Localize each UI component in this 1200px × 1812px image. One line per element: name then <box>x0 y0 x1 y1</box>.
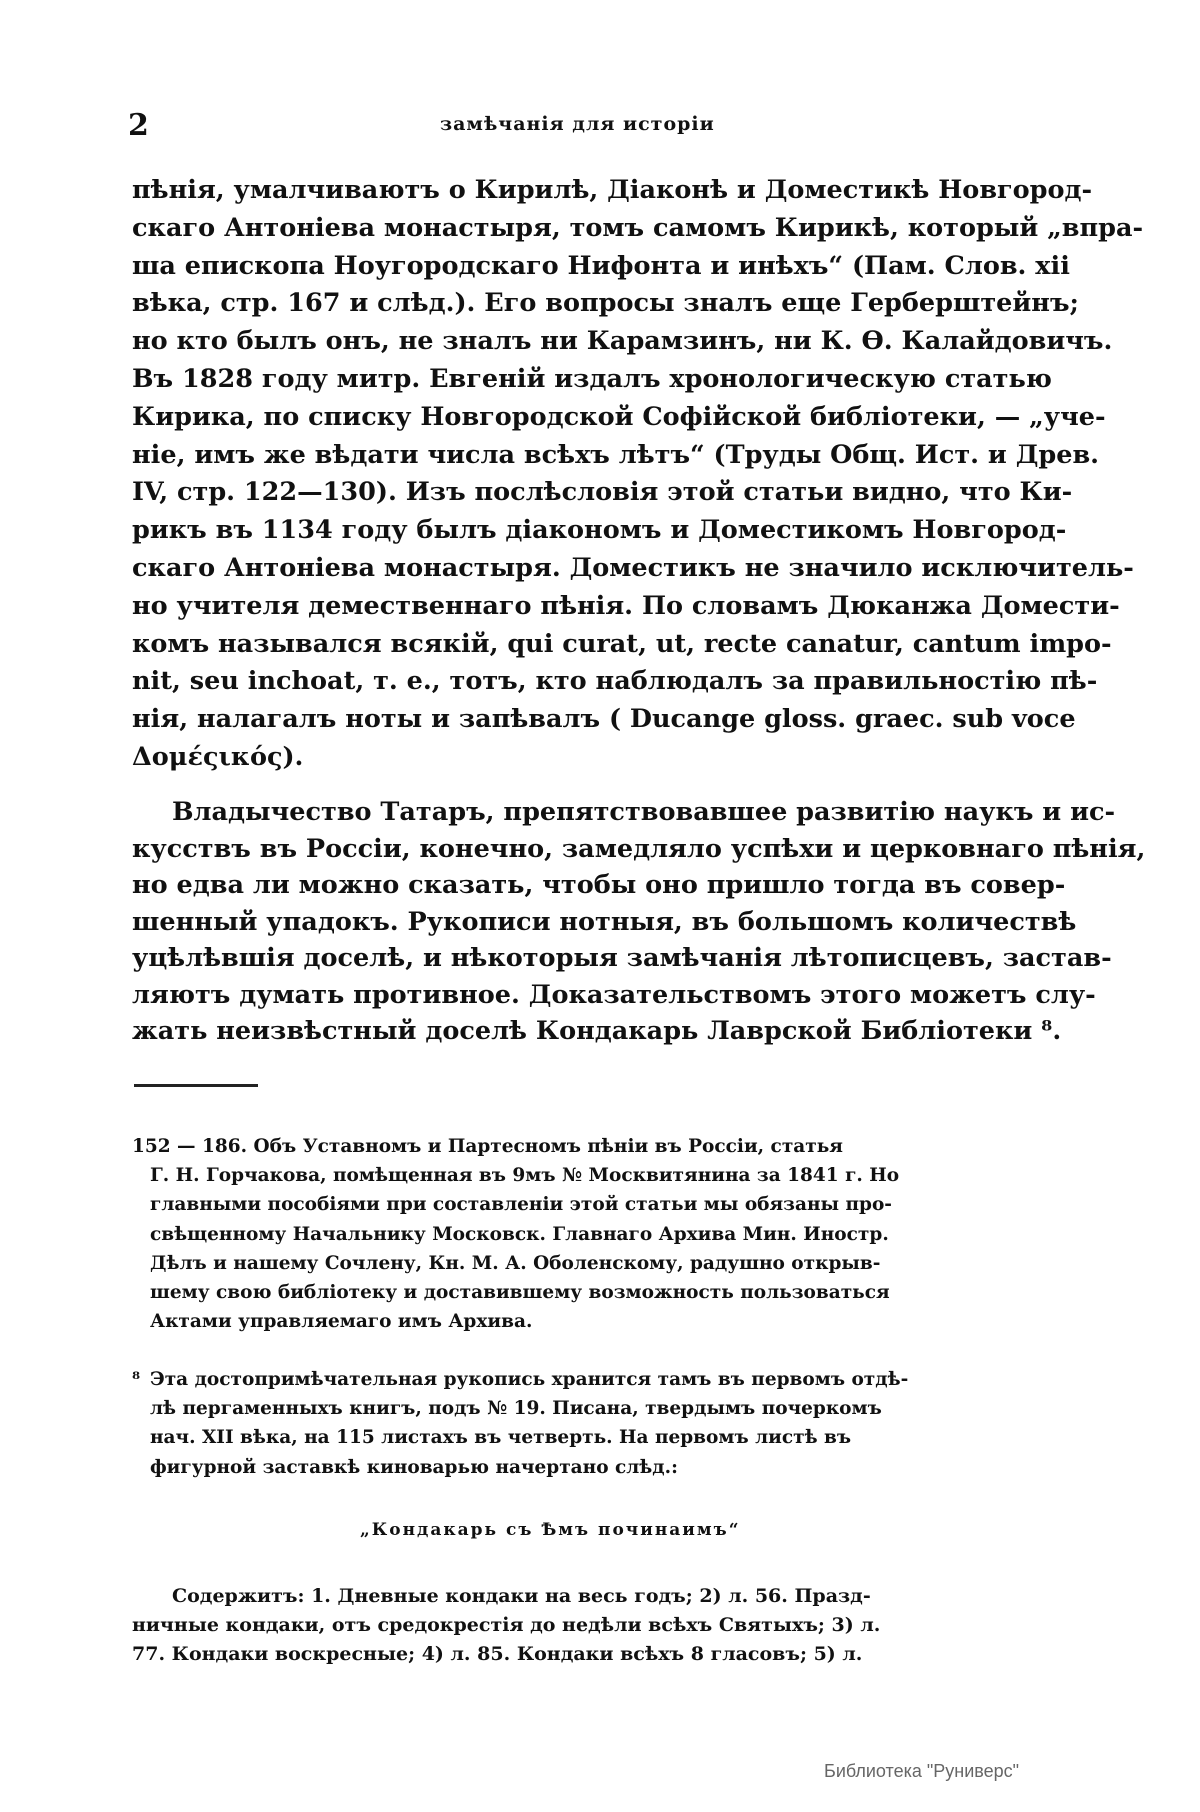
text-line: Кирика, по списку Новгородской Софійской библіотеки, — „уче- <box>132 401 1106 432</box>
text-line: комъ назывался всякій, qui curat, ut, recte canatur, cantum impo- <box>132 628 1112 659</box>
contents-line: ничные кондаки, отъ средокрестія до недѣли всѣхъ Святыхъ; 3) л. <box>132 1614 881 1636</box>
footnote-line: ⁸ Эта достопримѣчательная рукопись хранится тамъ въ первомъ отдѣ- <box>132 1365 1062 1394</box>
footnote-line: 152 — 186. Объ Уставномъ и Партесномъ пѣніи въ Россіи, статья <box>132 1136 843 1157</box>
text-line: но учителя демественнаго пѣнія. По словамъ Дюканжа Домести- <box>132 590 1120 621</box>
text-line: рикъ въ 1134 году былъ діакономъ и Доместикомъ Новгород- <box>132 515 1067 546</box>
text-line: Владычество Татаръ, препятствовавшее развитію наукъ и ис- <box>172 797 1116 827</box>
text-line: ніе, имъ же вѣдати числа всѣхъ лѣтъ“ (Труды Общ. Ист. и Древ. <box>132 439 1100 470</box>
footnote-line: свѣщенному Начальнику Московск. Главнаго Архива Мин. Иностр. <box>150 1223 889 1245</box>
text-line: шенный упадокъ. Рукописи нотныя, въ большомъ количествѣ <box>132 906 1077 937</box>
footnote-line: главными пособіями при составленіи этой статьи мы обязаны про- <box>150 1194 892 1216</box>
manuscript-contents <box>132 1582 1062 1669</box>
main-paragraph-2 <box>132 794 1146 1050</box>
text-line: кусствъ въ Россіи, конечно, замедляло успѣхи и церковнаго пѣнія, <box>132 833 1146 864</box>
text-line: нія, налагалъ ноты и запѣвалъ ( Ducange gloss. graec. sub voce <box>132 704 1076 735</box>
contents-line: 77. Кондаки воскресные; 4) л. 85. Кондаки всѣхъ 8 гласовъ; 5) л. <box>132 1643 863 1665</box>
footnote-8 <box>132 1365 1062 1482</box>
text-line: но кто былъ онъ, не зналъ ни Карамзинъ, ни К. Ѳ. Калайдовичъ. <box>132 326 1113 357</box>
text-line: ша епископа Ноугородскаго Нифонта и инѣхъ“ (Пам. Слов. xii <box>132 250 1070 281</box>
footnote-line: лѣ пергаменныхъ книгъ, подъ № 19. Писана, твердымъ почеркомъ <box>150 1398 882 1420</box>
running-title: замѣчанія для исторіи <box>440 113 715 135</box>
main-paragraph-1 <box>132 172 1144 777</box>
text-line: скаго Антоніева монастыря, томъ самомъ Кирикѣ, который „впра- <box>132 212 1144 243</box>
footnote-line: Актами управляемаго имъ Архива. <box>150 1311 533 1333</box>
contents-line: Содержитъ: 1. Дневные кондаки на весь годъ; 2) л. 56. Празд- <box>172 1585 871 1607</box>
footnote-152-186 <box>132 1132 1062 1336</box>
text-line: жать неизвѣстный доселѣ Кондакарь Лаврской Библіотеки ⁸. <box>132 1016 1062 1046</box>
library-watermark: Библиотека "Руниверс" <box>824 1761 1020 1781</box>
footnote-marker: ⁸ <box>132 1369 141 1390</box>
text-line: nit, seu inchoat, т. е., тотъ, кто наблюдалъ за правильностію пѣ- <box>132 666 1098 697</box>
footnote-line: нач. XII вѣка, на 115 листахъ въ четверть. На первомъ листѣ въ <box>150 1427 852 1449</box>
text-line: Въ 1828 году митр. Евгеній издалъ хронологическую статью <box>132 363 1052 394</box>
text-line: ляютъ думать противное. Доказательствомъ этого можетъ слу- <box>132 979 1096 1010</box>
page-number: 2 <box>128 108 149 143</box>
text-line: IV, стр. 122—130). Изъ послѣсловія этой статьи видно, что Ки- <box>132 477 1073 508</box>
text-line: вѣка, стр. 167 и слѣд.). Его вопросы зналъ еще Герберштейнъ; <box>132 288 1079 319</box>
footnote-separator <box>134 1084 258 1087</box>
text-line: но едва ли можно сказать, чтобы оно пришло тогда въ совер- <box>132 870 1066 900</box>
text-line: пѣнія, умалчиваютъ о Кирилѣ, Діаконѣ и Доместикѣ Новгород- <box>132 175 1093 205</box>
text-line: уцѣлѣвшія доселѣ, и нѣкоторыя замѣчанія лѣтописцевъ, застав- <box>132 943 1112 973</box>
manuscript-title: „Кондакарь съ Ѣмъ починаимъ“ <box>360 1520 741 1540</box>
footnote-line: шему свою библіотеку и доставившему возможность пользоваться <box>150 1282 890 1304</box>
text-line: Δομέςικός). <box>132 741 304 772</box>
footnote-line: Дѣлъ и нашему Сочлену, Кн. М. А. Оболенскому, радушно открыв- <box>150 1252 881 1274</box>
footnote-line: фигурной заставкѣ киноварью начертано слѣд.: <box>150 1456 678 1478</box>
text-line: скаго Антоніева монастыря. Доместикъ не значило исключитель- <box>132 552 1134 583</box>
footnote-line: Г. Н. Горчакова, помѣщенная въ 9мъ № Москвитянина за 1841 г. Но <box>150 1165 900 1187</box>
